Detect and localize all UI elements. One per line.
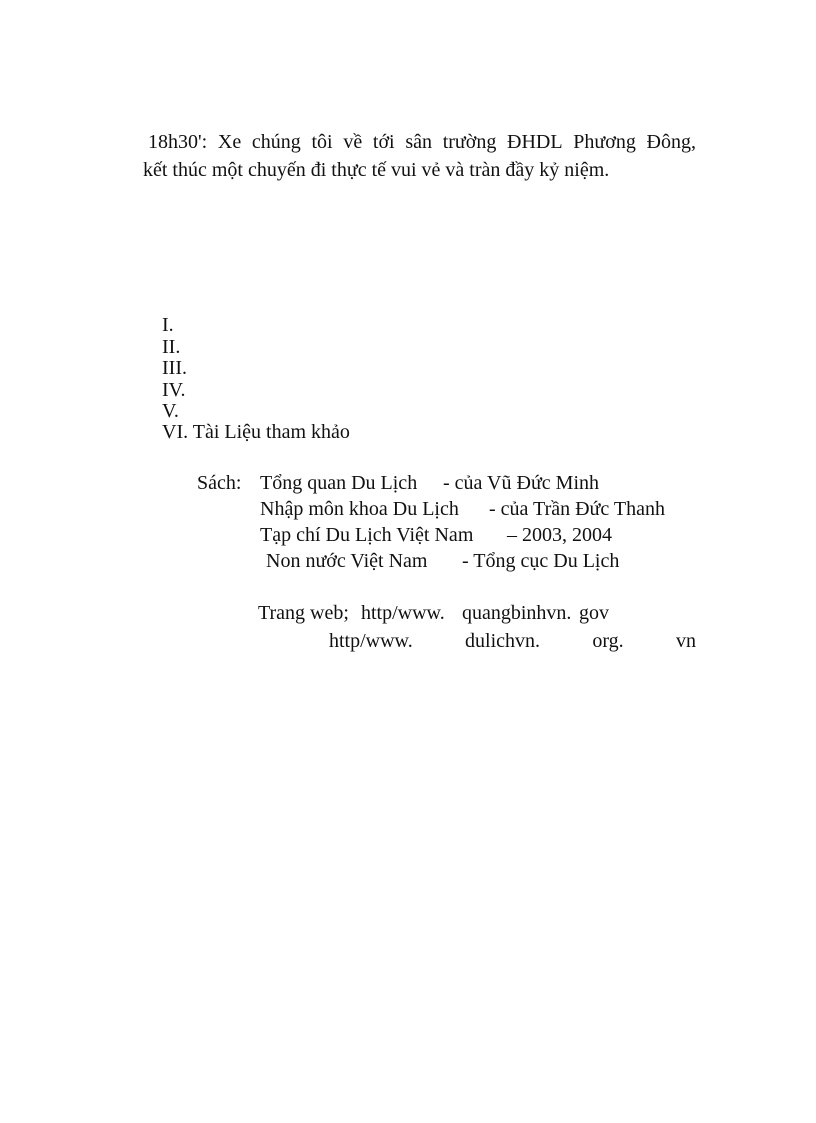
- intro-word: trường: [442, 131, 497, 153]
- outline-item: [162, 315, 174, 335]
- books-label: Sách:: [197, 472, 242, 494]
- intro-word: về: [343, 131, 363, 153]
- outline-numeral: IV.: [162, 379, 186, 401]
- web-url-part: gov: [579, 602, 609, 624]
- web-label: Trang web;: [258, 602, 349, 624]
- intro-word: tôi: [311, 131, 333, 153]
- outline-numeral: VI.: [162, 421, 189, 443]
- book-detail: - của Vũ Đức Minh: [443, 472, 599, 494]
- outline-item: [162, 401, 179, 421]
- outline-numeral: I.: [162, 314, 174, 336]
- web-url-line: [329, 631, 696, 651]
- book-title: Tổng quan Du Lịch: [260, 472, 418, 494]
- intro-word: Xe: [217, 131, 242, 153]
- book-title: Nhập môn khoa Du Lịch: [260, 498, 459, 520]
- web-url-part: org.: [592, 630, 624, 652]
- intro-word: sân: [405, 131, 432, 153]
- book-detail: - Tổng cục Du Lịch: [462, 550, 620, 572]
- book-title: Non nước Việt Nam: [266, 550, 428, 572]
- book-detail: – 2003, 2004: [507, 524, 612, 546]
- intro-word: chúng: [251, 131, 301, 153]
- web-url-part: http/www.: [361, 602, 445, 624]
- intro-line-2: kết thúc một chuyến đi thực tế vui vẻ và tràn đầy kỷ niệm.: [143, 159, 610, 181]
- web-url-part: vn: [676, 630, 696, 652]
- intro-word: tới: [372, 131, 395, 153]
- book-detail: - của Trần Đức Thanh: [489, 498, 665, 520]
- outline-item-references: [162, 422, 350, 442]
- outline-item: [162, 380, 186, 400]
- intro-word: Đông,: [646, 131, 696, 153]
- section-heading: Tài Liệu tham khảo: [192, 421, 350, 443]
- outline-numeral: V.: [162, 400, 179, 422]
- intro-word: Phương: [573, 131, 636, 153]
- intro-word: 18h30':: [148, 131, 208, 153]
- outline-item: [162, 337, 180, 357]
- web-url-part: http/www.: [329, 630, 413, 652]
- web-url-part: quangbinhvn.: [462, 602, 572, 624]
- outline-item: [162, 358, 187, 378]
- intro-line-1: [143, 132, 696, 152]
- intro-word: ĐHDL: [507, 131, 563, 153]
- web-url-part: dulichvn.: [465, 630, 541, 652]
- outline-numeral: II.: [162, 336, 181, 358]
- outline-numeral: III.: [162, 357, 187, 379]
- book-title: Tạp chí Du Lịch Việt Nam: [260, 524, 474, 546]
